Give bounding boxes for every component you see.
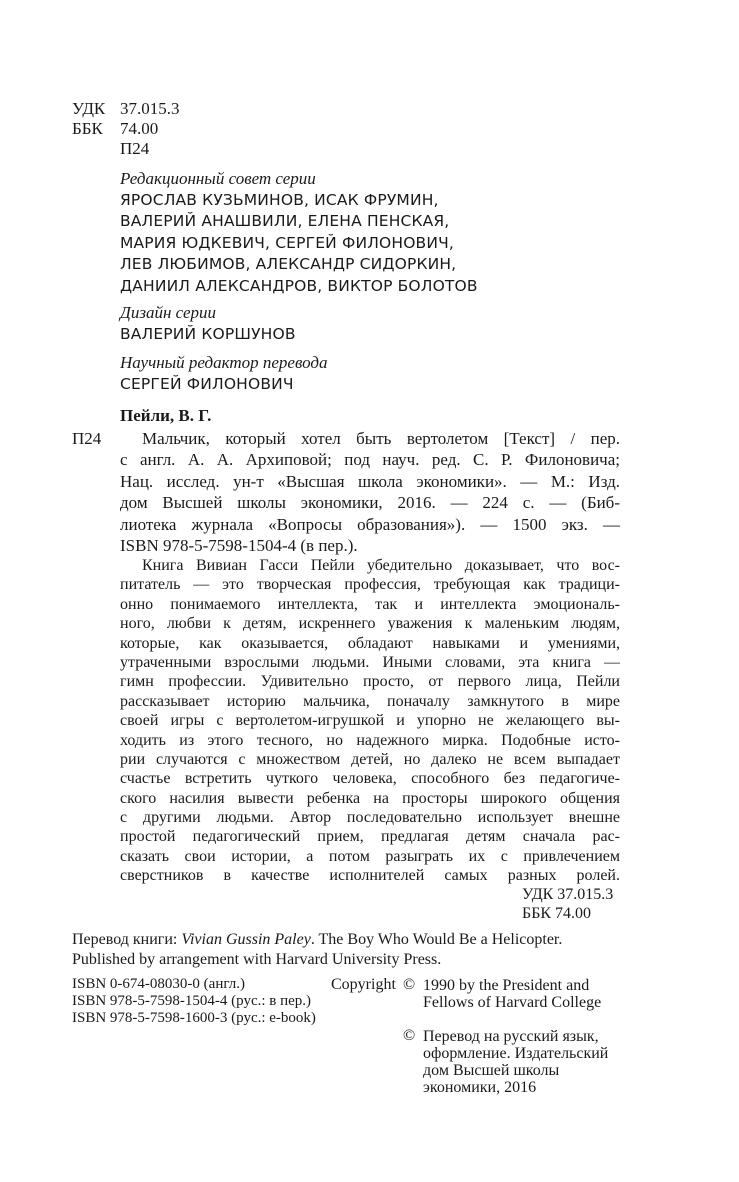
bbk-label: ББК — [72, 119, 103, 138]
series-board-line: ДАНИИЛ АЛЕКСАНДРОВ, ВИКТОР БОЛОТОВ — [120, 276, 478, 295]
abstract-udk: УДК 37.015.3 — [522, 886, 614, 903]
description-line: лиотека журнала «Вопросы образования»). — 1500 экз. — — [120, 514, 620, 534]
original-title: . The Boy Who Would Be a Helicopter. — [310, 931, 563, 948]
science-editor — [120, 352, 328, 395]
isbn-line: ISBN 978-5-7598-1600-3 (рус.: e-book) — [72, 1010, 316, 1026]
abstract-line: счастье встретить чуткого человека, способного без педагогиче- — [120, 770, 620, 788]
series-board-line: ЯРОСЛАВ КУЗЬМИНОВ, ИСАК ФРУМИН, — [120, 191, 439, 209]
isbn-line: ISBN 0-674-08030-0 (англ.) — [72, 976, 245, 992]
udk-value: 37.015.3 — [120, 99, 180, 118]
abstract-line: Книга Вивиан Гасси Пейли убедительно доказывает, что вос- — [142, 557, 620, 574]
series-design-heading: Дизайн серии — [120, 303, 216, 322]
abstract-line: с другими людьми. Автор последовательно использует внешне — [120, 809, 620, 827]
abstract-line: питатель — это творческая профессия, требующая как традици- — [120, 576, 620, 594]
abstract-line: своей игры с вертолетом-игрушкой и упорно не желающего вы- — [120, 712, 620, 730]
abstract-line: которые, как оказывается, обладают навыками и умениями, — [120, 634, 620, 652]
series-board-line: ЛЕВ ЛЮБИМОВ, АЛЕКСАНДР СИДОРКИН, — [120, 255, 457, 274]
abstract-line: рии случаются с множеством детей, но далеко не всем выпадает — [120, 750, 620, 768]
isbn-line: ISBN 978-5-7598-1504-4 (рус.: в пер.) — [72, 993, 312, 1009]
description-line: дом Высшей школы экономики, 2016. — 224 с. — (Биб- — [120, 493, 620, 513]
abstract-line: онно понимаемого интеллекта, так и интеллекта эмоциональ- — [120, 595, 620, 613]
copyright-holder-original — [423, 976, 601, 1010]
abstract-line: рассказывает историю мальчика, поначалу замкнутого в мире — [120, 692, 620, 710]
author-mark: П24 — [120, 139, 150, 158]
science-editor-heading: Научный редактор перевода — [120, 353, 328, 372]
copyright-symbol: © — [403, 976, 416, 993]
abstract — [120, 556, 620, 886]
description-line: Нац. исслед. ун-т «Высшая школа экономики». — М.: Изд. — [120, 471, 620, 491]
copyright-line: оформление. Издательский — [423, 1045, 609, 1062]
original-author: Vivian Gussin Paley — [181, 931, 311, 948]
bibliographic-mark: П24 — [72, 429, 102, 448]
series-board-line: МАРИЯ ЮДКЕВИЧ, СЕРГЕЙ ФИЛОНОВИЧ, — [120, 233, 454, 252]
abstract-line: ского насилия вывести ребенка на просторы широкого общения — [120, 789, 620, 807]
series-designer-name: ВАЛЕРИЙ КОРШУНОВ — [120, 325, 296, 343]
copyright-line: экономики, 2016 — [423, 1079, 537, 1096]
translation-source — [72, 930, 562, 950]
copyright-line: Перевод на русский язык, — [423, 1028, 599, 1045]
abstract-bbk: ББК 74.00 — [522, 905, 592, 922]
series-board — [120, 168, 478, 296]
isbn-list — [72, 976, 316, 1027]
description-line: Мальчик, который хотел быть вертолетом [Текст] / пер. — [142, 429, 620, 448]
series-board-line: ВАЛЕРИЙ АНАШВИЛИ, ЕЛЕНА ПЕНСКАЯ, — [120, 212, 450, 231]
bbk-value: 74.00 — [120, 119, 159, 138]
copyright-line: дом Высшей школы — [423, 1062, 560, 1079]
translation-label: Перевод книги: — [72, 931, 178, 948]
series-board-heading: Редакционный совет серии — [120, 169, 316, 188]
copyright-holder-translation — [423, 1027, 608, 1095]
copyright-line: Fellows of Harvard College — [423, 994, 602, 1011]
abstract-line: простой педагогический прием, предлагая детям сначала рас- — [120, 828, 620, 846]
abstract-line: гимн профессии. Удивительно просто, от первого лица, Пейли — [120, 673, 620, 691]
description-line: ISBN 978-5-7598-1504-4 (в пер.). — [120, 535, 358, 555]
copyright-line: 1990 by the President and — [423, 977, 590, 994]
copyright-label: Copyright — [331, 976, 396, 993]
abstract-line: сверстников в качестве исполнителей самых разных ролей. — [120, 867, 620, 885]
series-design — [120, 302, 296, 345]
abstract-line: утраченными взрослыми людьми. Иными словами, эта книга — — [120, 653, 620, 671]
book-author: Пейли, В. Г. — [120, 406, 212, 425]
copyright-symbol: © — [403, 1027, 416, 1044]
abstract-line: сказать свои истории, а потом разыграть их с привлечением — [120, 847, 620, 865]
abstract-line: ходить из этого тесного, но надежного мирка. Подобные исто- — [120, 731, 620, 749]
description-line: с англ. А. А. Архиповой; под науч. ред. С. Р. Филоновича; — [120, 450, 620, 470]
bibliographic-description — [120, 428, 620, 556]
arrangement-note: Published by arrangement with Harvard University Press. — [72, 951, 442, 968]
abstract-line: ного, любви к детям, искреннего уважения к маленьким людям, — [120, 615, 620, 633]
udk-label: УДК — [72, 99, 106, 118]
science-editor-name: СЕРГЕЙ ФИЛОНОВИЧ — [120, 375, 294, 393]
